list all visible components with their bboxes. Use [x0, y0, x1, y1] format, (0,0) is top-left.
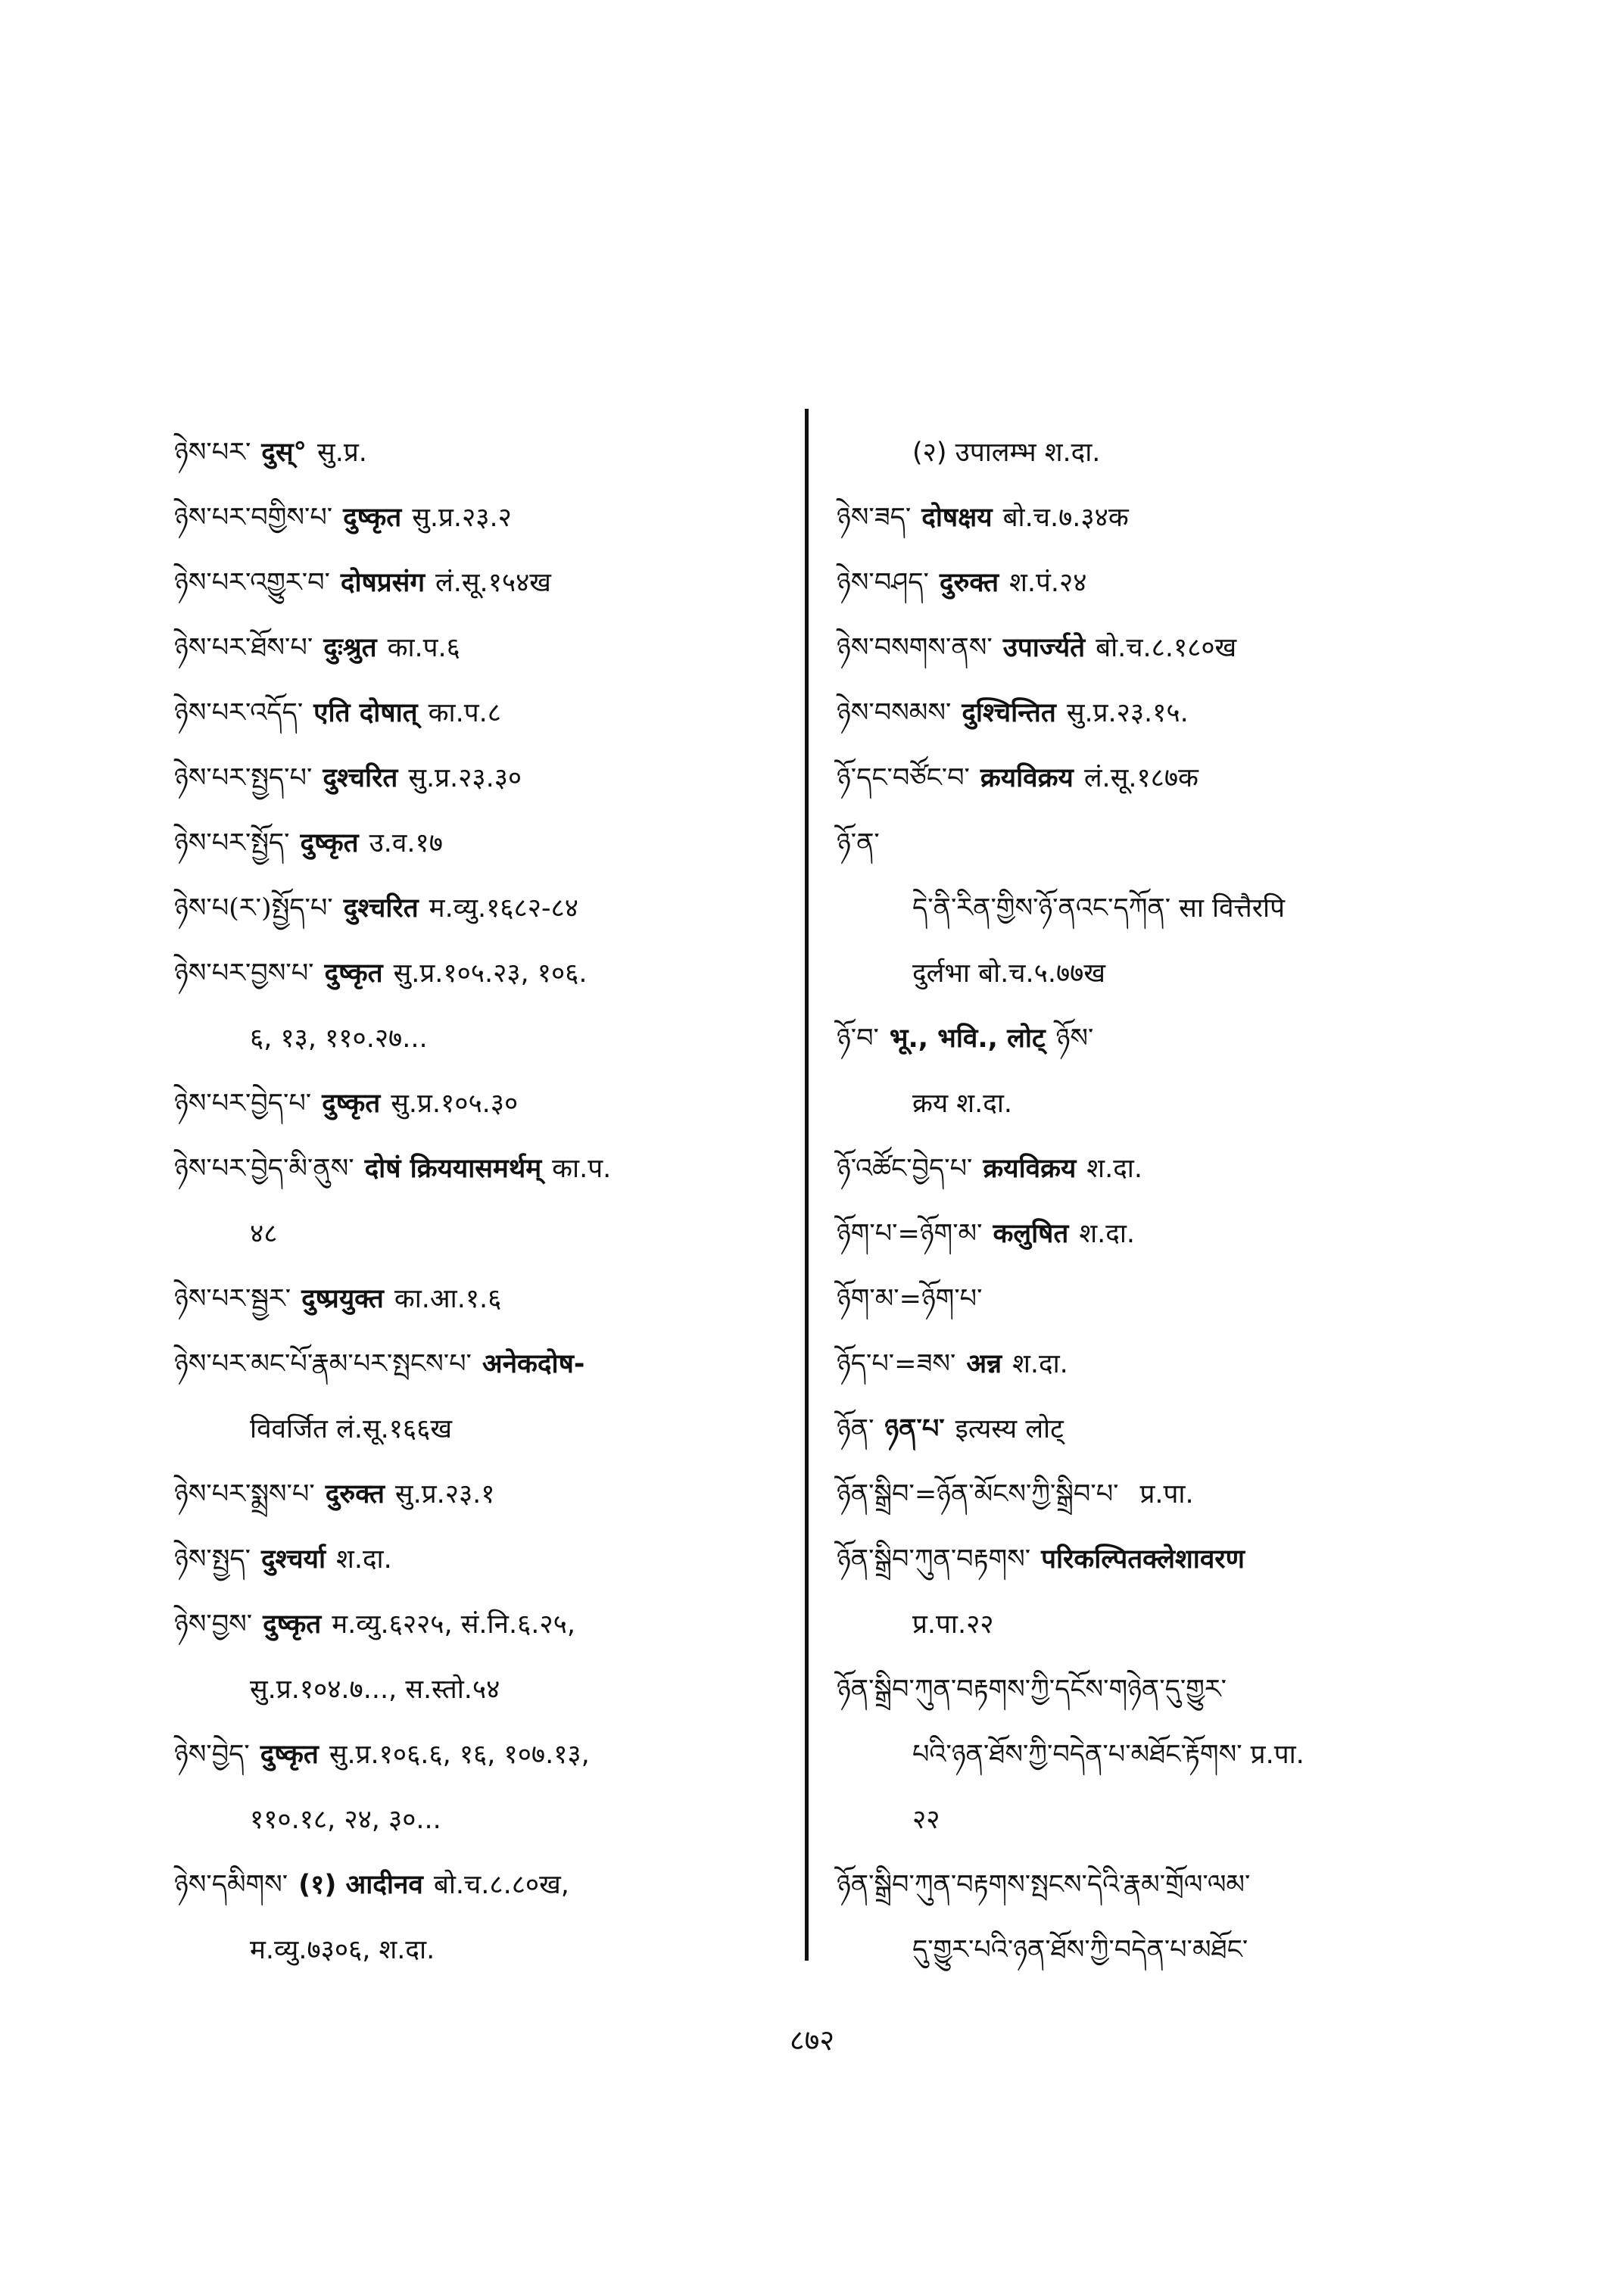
tibetan-headword: ཉོག་མ་=ཉོག་པ་ — [837, 1284, 983, 1314]
entry-continuation: དུ་གྱུར་པའི་ཉན་ཐོས་ཀྱི་བདེན་པ་མཐོང་ — [912, 1935, 1248, 1965]
dictionary-entry — [174, 485, 795, 550]
dictionary-entry — [837, 485, 1457, 550]
dictionary-entry — [174, 811, 795, 876]
entry-continuation: विवर्जित लं.सू.१६६ख — [250, 1414, 452, 1444]
tibetan-headword: ཉེས་པར་འགྱུར་བ་ — [174, 568, 330, 598]
tibetan-headword: ཉེས་བྱེད་ — [174, 1740, 250, 1770]
tibetan-headword: ཉེས་བཤད་ — [837, 568, 929, 598]
dictionary-entry — [837, 1201, 1457, 1266]
dictionary-entry — [837, 681, 1457, 746]
sanskrit-equivalent: उपार्ज्यते — [1002, 633, 1086, 663]
dictionary-entry — [837, 1657, 1457, 1722]
source-reference: का.प.६ — [387, 633, 460, 663]
dictionary-entry — [174, 1071, 795, 1136]
source-reference: श.दा. — [1012, 1349, 1068, 1379]
tibetan-headword: ཉོ་བ་ — [837, 1023, 879, 1054]
sanskrit-equivalent: दुष्कृत — [324, 958, 383, 989]
tibetan-headword: ཉོན་སྒྲིབ་=ཉོན་མོངས་ཀྱི་སྒྲིབ་པ་ — [837, 1479, 1119, 1509]
source-reference: श.दा. — [1086, 1154, 1142, 1184]
tibetan-headword: ཉེས་པ(ར་)སྤྱོད་པ་ — [174, 893, 333, 924]
source-reference: म.व्यु.६२२५, सं.नि.६.२५, — [332, 1609, 575, 1640]
tibetan-headword: ཉོ་འཚོང་བྱེད་པ་ — [837, 1154, 973, 1184]
tibetan-headword: ཉེས་པར་སྨྲས་པ་ — [174, 1479, 315, 1509]
dictionary-entry — [837, 1136, 1457, 1201]
sanskrit-equivalent: दुश्चिन्तित — [962, 698, 1056, 728]
source-reference: सु.प्र.१०६.६, १६, १०७.१३, — [329, 1740, 590, 1770]
entry-continuation: (२) उपालम्भ श.दा. — [912, 438, 1101, 468]
dictionary-entry — [174, 1266, 795, 1332]
dictionary-entry — [174, 1332, 795, 1397]
tibetan-headword: ཉོ་ན་ — [837, 828, 880, 858]
source-reference: उ.व.१७ — [369, 828, 443, 858]
sanskrit-equivalent: दोषक्षय — [921, 503, 993, 533]
tibetan-headword: ཉེས་པར་བྱེད་མི་ནུས་ — [174, 1154, 354, 1184]
dictionary-entry — [174, 746, 795, 811]
dictionary-entry — [837, 1397, 1457, 1462]
sanskrit-equivalent: क्रयविक्रय — [980, 763, 1074, 793]
tibetan-headword: ཉེས་པར་བགྱིས་པ་ — [174, 503, 333, 533]
source-reference: सु.प्र.१०५.२३, १०६. — [393, 958, 588, 989]
sanskrit-equivalent: दुष्कृत — [263, 1609, 322, 1640]
sanskrit-equivalent: दुश्चरित — [323, 763, 398, 793]
sanskrit-equivalent: दुःश्रुत — [323, 633, 377, 663]
tibetan-headword: ཉོག་པ་=ཉོག་མ་ — [837, 1219, 983, 1249]
sanskrit-equivalent: दुरुक्त — [325, 1479, 385, 1509]
sanskrit-equivalent: अन्न — [966, 1349, 1002, 1379]
tibetan-headword: ཉེས་པར་བྱེད་པ་ — [174, 1089, 312, 1119]
tibetan-headword: ཉེས་པར་སྤྱད་པ་ — [174, 763, 313, 793]
sanskrit-equivalent: अनेकदोष- — [482, 1349, 585, 1379]
source-reference: श.दा. — [1079, 1219, 1136, 1249]
dictionary-entry — [837, 1527, 1457, 1592]
tibetan-headword: ཉེས་པར་བྱས་པ་ — [174, 958, 314, 989]
dictionary-entry — [174, 941, 795, 1006]
tibetan-headword: ཉེས་བསམས་ — [837, 698, 952, 728]
dictionary-entry — [837, 1006, 1457, 1071]
source-reference: सु.प्र.२३.३० — [408, 763, 522, 793]
tibetan-headword: ཉེས་པར་སྦྱར་ — [174, 1284, 291, 1314]
sanskrit-equivalent: दुस्° — [261, 438, 307, 468]
dictionary-entry — [174, 1136, 795, 1201]
source-reference: बो.च.७.३४क — [1002, 503, 1129, 533]
source-reference: इत्यस्य लोट् — [955, 1414, 1064, 1444]
dictionary-entry — [837, 615, 1457, 681]
dictionary-entry — [174, 1722, 795, 1787]
tibetan-headword: ཉོན་སྒྲིབ་ཀུན་བརྟགས་སྤངས་དེའི་རྣམ་གྲོལ་ལམ་ — [837, 1870, 1251, 1900]
dictionary-entry — [837, 1266, 1457, 1332]
sanskrit-equivalent: दोषप्रसंग — [340, 568, 425, 598]
source-reference: सु.प्र.१०५.३० — [391, 1089, 519, 1119]
sanskrit-equivalent: कलुषित — [993, 1219, 1069, 1249]
column-divider — [805, 409, 809, 1961]
source-reference: बो.च.८.१८०ख — [1096, 633, 1237, 663]
dictionary-entry — [174, 420, 795, 485]
sanskrit-equivalent: दुष्कृत — [343, 503, 402, 533]
source-reference: सु.प्र. — [317, 438, 367, 468]
right-column — [837, 420, 1457, 1983]
entry-continuation: क्रय श.दा. — [912, 1089, 1013, 1119]
sanskrit-equivalent: दोषं क्रिययासमर्थम् — [364, 1154, 542, 1184]
entry-continuation: ४८ — [250, 1219, 278, 1249]
source-reference: सु.प्र.२३.२ — [412, 503, 512, 533]
dictionary-entry — [174, 550, 795, 615]
source-reference: लं.सू.१५४ख — [435, 568, 551, 598]
tibetan-headword: ཉོན་སྒྲིབ་ཀུན་བརྟགས་ཀྱི་དངོས་གཉེན་དུ་གྱུར་ — [837, 1675, 1227, 1705]
tibetan-headword: ཉེས་བསགས་ནས་ — [837, 633, 993, 663]
sanskrit-equivalent: भू., भवि., लोट् — [889, 1023, 1046, 1054]
source-reference: प्र.पा. — [1139, 1479, 1194, 1509]
entry-continuation: དེ་ནི་རིན་གྱིས་ཉོ་ནའང་དཀོན་ सा वित्तैरपि — [912, 893, 1285, 924]
sanskrit-equivalent: परिकल्पितक्लेशावरण — [1041, 1544, 1245, 1575]
entry-continuation: म.व्यु.७३०६, श.दा. — [250, 1935, 435, 1965]
sanskrit-equivalent: दुष्कृत — [260, 1740, 319, 1770]
sanskrit-equivalent: दुष्प्रयुक्त — [301, 1284, 384, 1314]
dictionary-entry — [837, 550, 1457, 615]
source-reference: सु.प्र.२३.१ — [394, 1479, 495, 1509]
entry-continuation: प्र.पा.२२ — [912, 1609, 994, 1640]
dictionary-entry — [174, 615, 795, 681]
entry-continuation: दुर्लभा बो.च.५.७७ख — [912, 958, 1105, 989]
source-reference: श.पं.२४ — [1009, 568, 1087, 598]
sanskrit-equivalent: (१) आदीनव — [298, 1870, 423, 1900]
dictionary-entry — [837, 746, 1457, 811]
entry-continuation: པའི་ཉན་ཐོས་ཀྱི་བདེན་པ་མཐོང་རྟོགས་ प्र.पा. — [912, 1740, 1304, 1770]
tibetan-headword: ཉོན་སྒྲིབ་ཀུན་བརྟགས་ — [837, 1544, 1031, 1575]
source-reference: लं.सू.१८७क — [1083, 763, 1199, 793]
dictionary-entry — [174, 1527, 795, 1592]
sanskrit-equivalent: दुश्चरित — [343, 893, 419, 924]
source-reference: ཉོས་ — [1055, 1023, 1094, 1054]
tibetan-headword: ཉེས་ཟད་ — [837, 503, 912, 533]
sanskrit-equivalent: दुष्कृत — [300, 828, 359, 858]
source-reference: श.दा. — [336, 1544, 392, 1575]
page-number: ८७२ — [789, 2024, 835, 2057]
entry-continuation: सु.प्र.१०४.७..., स.स्तो.५४ — [250, 1675, 500, 1705]
tibetan-headword: ཉེས་དམིགས་ — [174, 1870, 288, 1900]
source-reference: म.व्यु.१६८२-८४ — [429, 893, 578, 924]
tibetan-headword: ཉོད་པ་=ཟས་ — [837, 1349, 956, 1379]
sanskrit-equivalent: एति दोषात् — [313, 698, 418, 728]
sanskrit-equivalent: दुश्चर्या — [260, 1544, 326, 1575]
tibetan-headword: ཉེས་པར་ — [174, 438, 251, 468]
tibetan-headword: ཉེས་བྱས་ — [174, 1609, 253, 1640]
dictionary-entry — [837, 811, 1457, 876]
source-reference: सु.प्र.२३.१५. — [1066, 698, 1189, 728]
sanskrit-equivalent: क्रयविक्रय — [983, 1154, 1077, 1184]
dictionary-entry — [174, 1852, 795, 1918]
source-reference: बो.च.८.८०ख, — [433, 1870, 569, 1900]
dictionary-entry — [174, 681, 795, 746]
dictionary-entry — [837, 1852, 1457, 1918]
source-reference: का.आ.१.६ — [394, 1284, 502, 1314]
sanskrit-equivalent: ཉན་པ་ — [884, 1414, 945, 1444]
dictionary-entry — [174, 1462, 795, 1527]
sanskrit-equivalent: दुष्कृत — [322, 1089, 381, 1119]
dictionary-entry — [174, 1592, 795, 1657]
tibetan-headword: ཉེས་པར་མང་པོ་རྣམ་པར་སྤངས་པ་ — [174, 1349, 472, 1379]
entry-continuation: ६, १३, ११०.२७... — [250, 1023, 428, 1054]
tibetan-headword: ཉོན་ — [837, 1414, 874, 1444]
source-reference: का.प.८ — [428, 698, 501, 728]
dictionary-entry — [174, 876, 795, 941]
tibetan-headword: ཉེས་པར་སྤྱོད་ — [174, 828, 290, 858]
entry-continuation: २२ — [912, 1805, 940, 1835]
tibetan-headword: ཉེས་སྤྱད་ — [174, 1544, 251, 1575]
sanskrit-equivalent: दुरुक्त — [939, 568, 999, 598]
dictionary-entry — [837, 1332, 1457, 1397]
tibetan-headword: ཉེས་པར་འདོད་ — [174, 698, 304, 728]
left-column — [174, 420, 795, 1983]
source-reference: का.प. — [552, 1154, 612, 1184]
dictionary-entry — [837, 1462, 1457, 1527]
entry-continuation: ११०.१८, २४, ३०... — [250, 1805, 441, 1835]
tibetan-headword: ཉེས་པར་ཐོས་པ་ — [174, 633, 313, 663]
tibetan-headword: ཉོ་དང་བཙོང་བ་ — [837, 763, 970, 793]
